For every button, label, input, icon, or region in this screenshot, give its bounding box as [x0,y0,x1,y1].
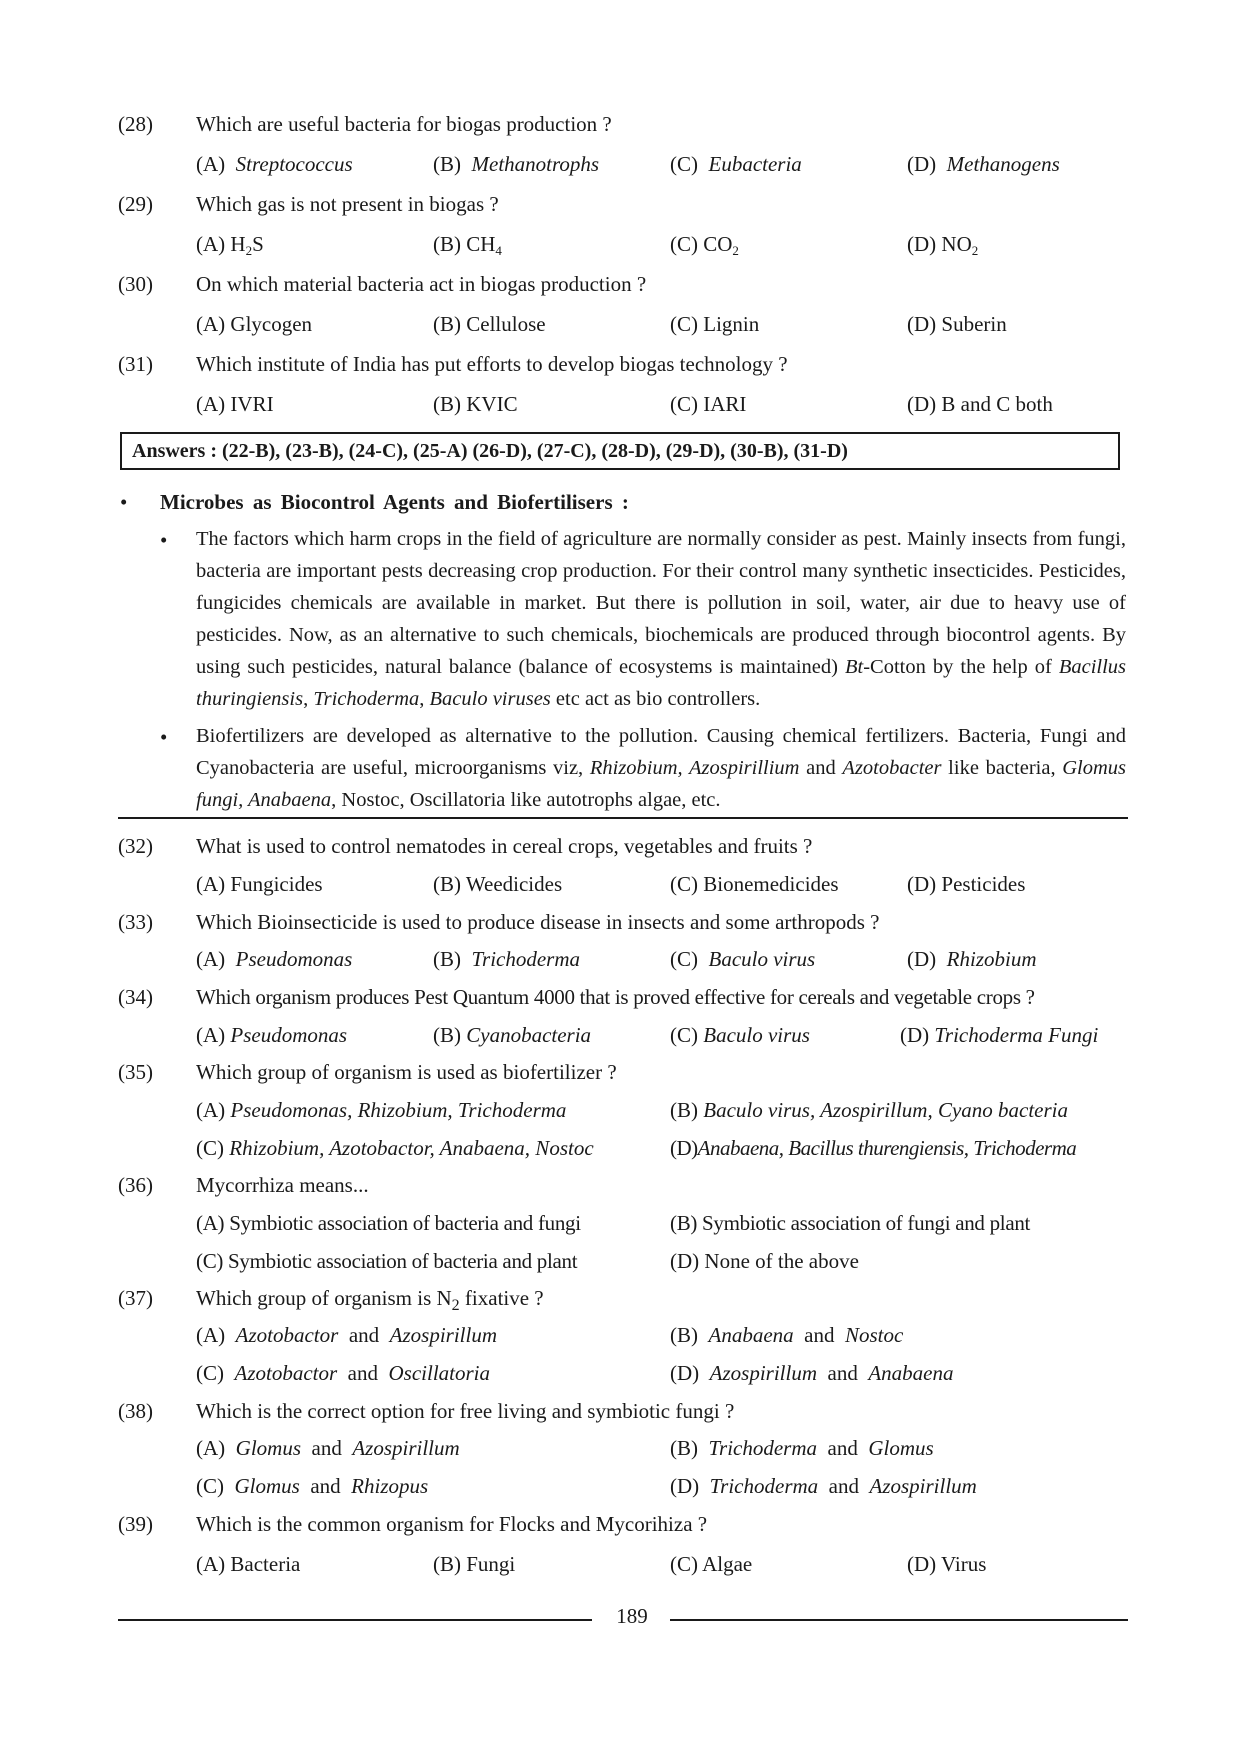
question-text: On which material bacteria act in biogas production ? [196,272,647,296]
paragraph-biocontrol: The factors which harm crops in the field of agriculture are normally consider as pest. Mainly insects from fungi, bacteria are important pests decreasing crop production. For their control many synthetic insecticides. Pesticides, fungicides chemicals are available in market. But there is pollution in soil, water, air due to heavy use of pesticides. Now, as an alternative to such chemicals, biochemicals are produced through biocontrol agents. By using such pesticides, natural balance (balance of ecosystems is maintained) Bt-Cotton by the help of Bacillus thuringiensis, Trichoderma, Baculo viruses etc act as bio controllers. [196,528,1127,710]
option-c: (C) Glomus and Rhizopus [196,1474,429,1498]
option-d: (D) Trichoderma Fungi [900,1023,1099,1047]
option-d: (D) Virus [907,1552,987,1576]
option-c: (C) Rhizobium, Azotobactor, Anabaena, Nostoc [196,1136,594,1160]
option-b: (B) Cyanobacteria [433,1023,592,1047]
question-text: Which group of organism is $N_2$ fixative ? [196,1286,544,1314]
option-a: (A) Pseudomonas [196,1023,348,1047]
section-heading: Microbes as Biocontrol Agents and Biofertilisers : [160,490,629,514]
option-b: (B) Methanotrophs [433,152,600,176]
options-38-row1 [196,1436,1128,1466]
option-c: (C) Lignin [670,312,760,336]
question-number: (39) [118,1512,153,1536]
options-38-row2 [196,1474,1128,1504]
page-number: 189 [616,1604,648,1628]
divider [118,817,1128,819]
question-text: Which organism produces Pest Quantum 4000 that is proved effective for cereals and vegetable crops ? [196,985,1035,1009]
option-d: (D) Pesticides [907,872,1026,896]
option-c: (C) Bionemedicides [670,872,839,896]
question-number: (29) [118,192,153,216]
footer-rule-right [670,1619,1128,1621]
answers-box: Answers : (22-B), (23-B), (24-C), (25-A) (26-D), (27-C), (28-D), (29-D), (30-B), (31-D) [120,432,1120,470]
options-39 [196,1552,1128,1582]
question-number: (30) [118,272,153,296]
question-number: (35) [118,1060,153,1084]
options-32 [196,872,1128,902]
option-d: (D) B and C both [907,392,1053,416]
option-c: (C) Baculo virus [670,947,816,971]
options-35-row2 [196,1136,1128,1166]
option-c: (C) Algae [670,1552,753,1576]
option-d: (D) Methanogens [907,152,1060,176]
option-b: (B) Cellulose [433,312,546,336]
options-35-row1 [196,1098,1128,1128]
option-a: (A) Pseudomonas [196,947,353,971]
question-text: Which are useful bacteria for biogas production ? [196,112,612,136]
option-a: (A) Symbiotic association of bacteria and fungi [196,1211,581,1235]
option-d: (D) None of the above [670,1249,859,1273]
question-text: Which institute of India has put efforts to develop biogas technology ? [196,352,788,376]
option-b: (B) Weedicides [433,872,563,896]
option-b: (B) Fungi [433,1552,516,1576]
question-text: Which is the correct option for free living and symbiotic fungi ? [196,1399,735,1423]
options-34 [196,1023,1128,1053]
option-d: (D) Rhizobium [907,947,1037,971]
option-d: (D) Azospirillum and Anabaena [670,1361,954,1385]
option-a: (A) Azotobactor and Azospirillum [196,1323,498,1347]
bullet-icon: • [160,528,168,552]
option-a: (A) Pseudomonas, Rhizobium, Trichoderma [196,1098,567,1122]
option-c: (C) Baculo virus [670,1023,810,1047]
option-b: (B) Baculo virus, Azospirillum, Cyano bacteria [670,1098,1069,1122]
option-d: (D) $NO_2$ [907,232,979,258]
question-text: Which gas is not present in biogas ? [196,192,499,216]
option-d: (D)Anabaena, Bacillus thurengiensis, Trichoderma [670,1136,1077,1160]
question-number: (37) [118,1286,153,1310]
option-b: (B) Symbiotic association of fungi and plant [670,1211,1031,1235]
option-b: (B) $CH_4$ [433,232,502,258]
question-number: (34) [118,985,153,1009]
option-a: (A) Bacteria [196,1552,301,1576]
option-c: (C) Azotobactor and Oscillatoria [196,1361,491,1385]
options-33 [196,947,1128,977]
option-a: (A) IVRI [196,392,274,416]
option-b: (B) Trichoderma and Glomus [670,1436,934,1460]
option-d: (D) Suberin [907,312,1007,336]
option-c: (C) $CO_2$ [670,232,739,258]
options-36-row2 [196,1249,1128,1279]
option-c: (C) IARI [670,392,747,416]
paragraph-biofertilizers: Biofertilizers are developed as alternative to the pollution. Causing chemical fertilizers. Bacteria, Fungi and Cyanobacteria are useful, microorganisms viz, Rhizobium, Azospirillium and Azotobacter like bacteria, Glomus fungi, Anabaena, Nostoc, Oscillatoria like autotrophs algae, etc. [196,725,1127,811]
options-31 [196,392,1128,422]
question-number: (31) [118,352,153,376]
option-a: (A) Fungicides [196,872,323,896]
options-30 [196,312,1128,342]
option-a: (A) $H_2S$ [196,232,264,258]
option-a: (A) Glomus and Azospirillum [196,1436,460,1460]
option-c: (C) Symbiotic association of bacteria and plant [196,1249,578,1273]
option-d: (D) Trichoderma and Azospirillum [670,1474,977,1498]
option-b: (B) Anabaena and Nostoc [670,1323,904,1347]
option-a: (A) Glycogen [196,312,313,336]
question-text: Which is the common organism for Flocks and Mycorihiza ? [196,1512,708,1536]
question-number: (38) [118,1399,153,1423]
options-29 [196,232,1128,262]
question-number: (28) [118,112,153,136]
question-number: (33) [118,910,153,934]
question-text: Mycorrhiza means... [196,1173,369,1197]
question-number: (32) [118,834,153,858]
option-b: (B) KVIC [433,392,518,416]
question-text: Which Bioinsecticide is used to produce disease in insects and some arthropods ? [196,910,880,934]
question-number: (36) [118,1173,153,1197]
bullet-icon: • [120,490,128,514]
option-b: (B) Trichoderma [433,947,581,971]
options-28 [196,152,1128,182]
options-36-row1 [196,1211,1128,1241]
question-text: What is used to control nematodes in cereal crops, vegetables and fruits ? [196,834,813,858]
footer-rule-left [118,1619,592,1621]
option-c: (C) Eubacteria [670,152,802,176]
options-37-row2 [196,1361,1128,1391]
option-a: (A) Streptococcus [196,152,353,176]
bullet-icon: • [160,725,168,749]
options-37-row1 [196,1323,1128,1353]
question-text: Which group of organism is used as biofertilizer ? [196,1060,617,1084]
